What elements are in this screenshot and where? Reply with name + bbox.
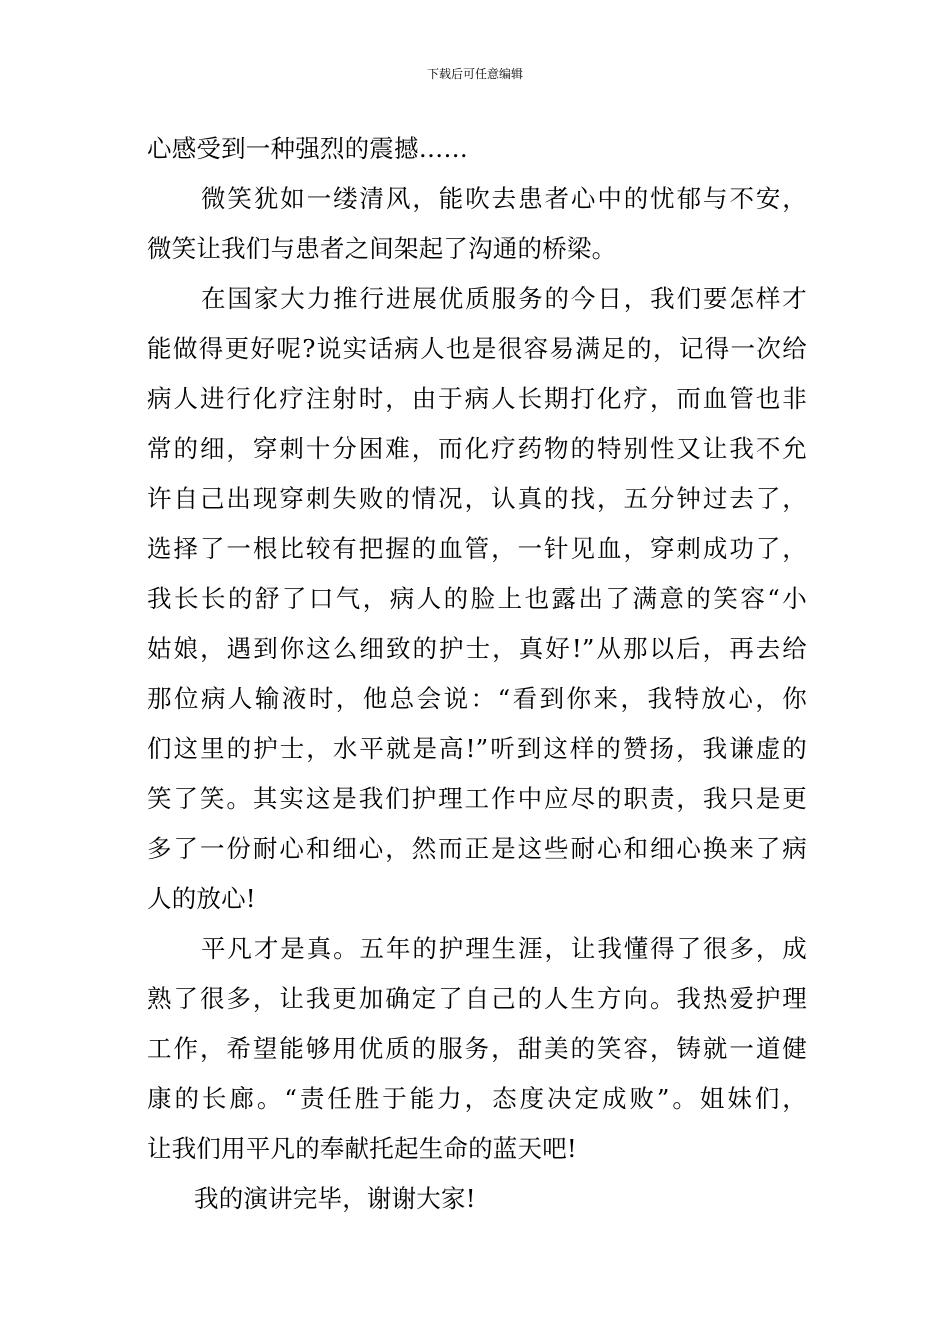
text-line: 在国家大力推行进展优质服务的今日，我们要怎样才 [201,284,807,313]
text-line: 工作，希望能够用优质的服务，甜美的笑容，铸就一道健 [147,1034,807,1063]
text-line: 心感受到一种强烈的震撼…… [147,134,469,163]
text-line: 病人进行化疗注射时，由于病人长期打化疗，而血管也非 [147,384,807,413]
text-line: 多了一份耐心和细心，然而正是这些耐心和细心换来了病 [147,834,807,863]
text-line: 姑娘，遇到你这么细致的护士，真好!”从那以后，再去给 [147,634,807,663]
text-line: 微笑犹如一缕清风，能吹去患者心中的忧郁与不安， [201,184,807,213]
text-line: 康的长廊。“责任胜于能力，态度决定成败”。姐妹们， [147,1084,807,1113]
closing-line: 我的演讲完毕，谢谢大家! [194,1184,476,1213]
text-line: 能做得更好呢?说实话病人也是很容易满足的，记得一次给 [147,334,807,363]
text-line: 们这里的护士，水平就是高!”听到这样的赞扬，我谦虚的 [147,734,807,763]
text-line: 我长长的舒了口气，病人的脸上也露出了满意的笑容“小 [147,584,807,613]
text-line: 人的放心! [147,884,256,913]
text-line: 那位病人输液时，他总会说：“看到你来，我特放心，你 [147,684,807,713]
text-line: 平凡才是真。五年的护理生涯，让我懂得了很多，成 [201,934,807,963]
text-line: 许自己出现穿刺失败的情况，认真的找，五分钟过去了， [147,484,807,513]
text-line: 熟了很多，让我更加确定了自己的人生方向。我热爱护理 [147,984,807,1013]
page-header: 下载后可任意编辑 [426,67,523,81]
text-line: 笑了笑。其实这是我们护理工作中应尽的职责，我只是更 [147,784,807,813]
text-line: 选择了一根比较有把握的血管，一针见血，穿刺成功了， [147,534,807,563]
text-line: 常的细，穿刺十分困难，而化疗药物的特别性又让我不允 [147,434,807,463]
text-line: 微笑让我们与患者之间架起了沟通的桥梁。 [147,234,617,263]
text-line: 让我们用平凡的奉献托起生命的蓝天吧! [147,1134,577,1163]
document-body [147,124,807,1224]
